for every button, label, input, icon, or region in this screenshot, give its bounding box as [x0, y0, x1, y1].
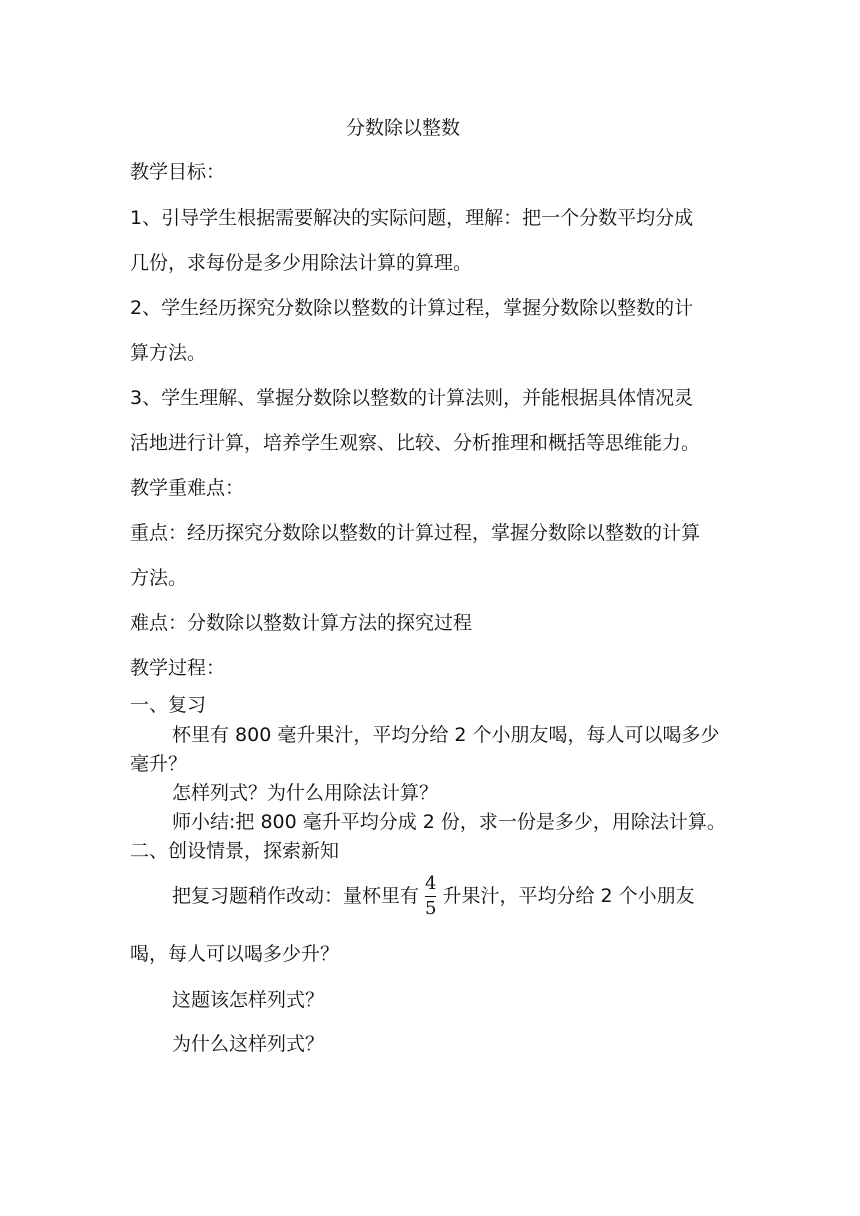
key-point-line-1: 重点：经历探究分数除以整数的计算过程，掌握分数除以整数的计算 [130, 522, 701, 544]
process-heading: 教学过程： [130, 657, 226, 679]
question-1: 这题该怎样列式？ [172, 989, 325, 1011]
fraction-bar [425, 896, 436, 897]
review-question-line-1: 杯里有 800 毫升果汁，平均分给 2 个小朋友喝，每人可以喝多少 [172, 724, 720, 746]
new-knowledge-heading: 二、创设情景，探索新知 [130, 840, 340, 862]
key-points-heading: 教学重难点： [130, 477, 245, 499]
fraction-numerator: 4 [425, 873, 437, 894]
review-heading: 一、复习 [130, 694, 207, 716]
fraction-denominator: 5 [425, 898, 437, 919]
objectives-heading: 教学目标： [130, 161, 226, 183]
new-question-suffix: 升果汁，平均分给 2 个小朋友 [442, 885, 695, 907]
new-question-line-2: 喝，每人可以喝多少升？ [130, 943, 340, 965]
new-question-line-1 [172, 872, 695, 920]
question-2: 为什么这样列式？ [172, 1033, 325, 1055]
review-summary: 师小结:把 800 毫升平均分成 2 份，求一份是多少，用除法计算。 [172, 811, 726, 833]
objective-2-line-2: 算方法。 [130, 342, 207, 364]
document-title: 分数除以整数 [345, 117, 460, 139]
difficulty-line: 难点：分数除以整数计算方法的探究过程 [130, 612, 473, 634]
objective-2-line-1: 2、学生经历探究分数除以整数的计算过程，掌握分数除以整数的计 [130, 297, 694, 319]
review-question-2: 怎样列式？为什么用除法计算？ [172, 782, 439, 804]
key-point-line-2: 方法。 [130, 567, 188, 589]
review-question-line-2: 毫升？ [130, 753, 188, 775]
fraction-four-fifths [425, 873, 436, 920]
objective-1-line-1: 1、引导学生根据需要解决的实际问题，理解：把一个分数平均分成 [130, 207, 694, 229]
new-question-prefix: 把复习题稍作改动：量杯里有 [172, 885, 420, 907]
objective-1-line-2: 几份，求每份是多少用除法计算的算理。 [130, 252, 473, 274]
objective-3-line-2: 活地进行计算，培养学生观察、比较、分析推理和概括等思维能力。 [130, 432, 701, 454]
objective-3-line-1: 3、学生理解、掌握分数除以整数的计算法则，并能根据具体情况灵 [130, 387, 694, 409]
